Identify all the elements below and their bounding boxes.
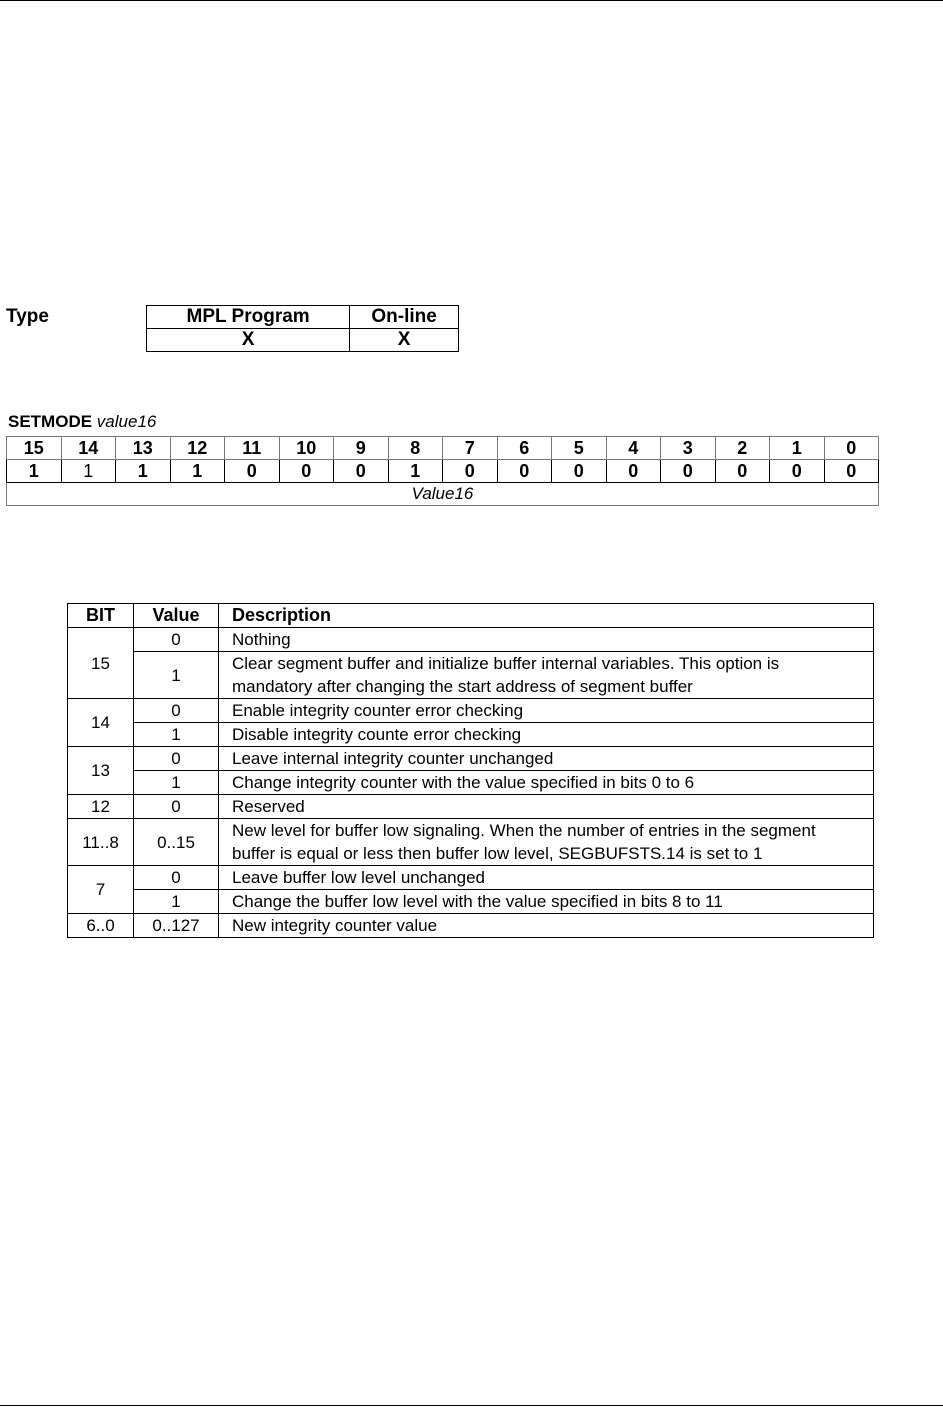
bit-number-cell: 13 xyxy=(116,437,171,460)
bit-cell: 11..8 xyxy=(68,819,134,866)
description-cell: Nothing xyxy=(219,628,874,652)
type-header-on-line: On-line xyxy=(350,306,459,329)
value-cell: 0..127 xyxy=(134,914,219,938)
table-row xyxy=(68,914,874,938)
value-cell: 0 xyxy=(134,747,219,771)
bit-value-row xyxy=(7,460,879,483)
setmode-command: SETMODE xyxy=(8,412,93,431)
value-cell: 0 xyxy=(134,866,219,890)
page-top-rule xyxy=(0,0,943,1)
value-cell: 0 xyxy=(134,699,219,723)
description-cell: Reserved xyxy=(219,795,874,819)
bit-value-cell: 0 xyxy=(824,460,879,483)
type-value-on-line: X xyxy=(350,329,459,352)
bit-value-cell: 0 xyxy=(279,460,334,483)
setmode-bit-table xyxy=(6,436,879,506)
value-cell: 0..15 xyxy=(134,819,219,866)
bit-value-cell: 0 xyxy=(225,460,280,483)
bit-cell: 7 xyxy=(68,866,134,914)
table-row xyxy=(68,652,874,699)
bit-description-table xyxy=(67,603,874,938)
description-header-row xyxy=(68,604,874,628)
type-value-mpl-program: X xyxy=(147,329,350,352)
bit-cell: 12 xyxy=(68,795,134,819)
bit-number-cell: 5 xyxy=(552,437,607,460)
bit-value-cell: 1 xyxy=(170,460,225,483)
description-cell: Disable integrity counte error checking xyxy=(219,723,874,747)
bit-value-cell: 0 xyxy=(661,460,716,483)
header-description: Description xyxy=(219,604,874,628)
table-row xyxy=(68,723,874,747)
table-row xyxy=(68,795,874,819)
bit-number-cell: 2 xyxy=(715,437,770,460)
bit-number-cell: 7 xyxy=(443,437,498,460)
table-row xyxy=(68,890,874,914)
field-label-value16: Value16 xyxy=(7,483,879,506)
bit-number-cell: 14 xyxy=(61,437,116,460)
value-cell: 1 xyxy=(134,723,219,747)
bit-number-cell: 4 xyxy=(606,437,661,460)
description-body xyxy=(68,628,874,938)
bit-value-cell: 1 xyxy=(7,460,62,483)
header-value: Value xyxy=(134,604,219,628)
bit-number-cell: 11 xyxy=(225,437,280,460)
description-cell: Change integrity counter with the value specified in bits 0 to 6 xyxy=(219,771,874,795)
value-cell: 1 xyxy=(134,652,219,699)
bit-number-cell: 1 xyxy=(770,437,825,460)
type-label: Type xyxy=(6,306,49,327)
bit-value-cell: 0 xyxy=(770,460,825,483)
bit-value-cell: 0 xyxy=(606,460,661,483)
setmode-argument: value16 xyxy=(96,412,157,431)
description-cell: Leave buffer low level unchanged xyxy=(219,866,874,890)
header-bit: BIT xyxy=(68,604,134,628)
bit-number-cell: 6 xyxy=(497,437,552,460)
description-cell: New integrity counter value xyxy=(219,914,874,938)
bit-number-cell: 0 xyxy=(824,437,879,460)
setmode-syntax xyxy=(8,412,156,432)
bit-cell: 13 xyxy=(68,747,134,795)
bit-number-cell: 10 xyxy=(279,437,334,460)
table-row xyxy=(68,628,874,652)
bit-value-cell: 0 xyxy=(552,460,607,483)
page-bottom-rule xyxy=(0,1405,943,1406)
bit-value-cell: 0 xyxy=(334,460,389,483)
bit-number-cell: 12 xyxy=(170,437,225,460)
bit-value-cell: 1 xyxy=(61,460,116,483)
bit-number-row xyxy=(7,437,879,460)
table-row xyxy=(68,819,874,866)
bit-value-cell: 1 xyxy=(388,460,443,483)
description-cell: Change the buffer low level with the value specified in bits 8 to 11 xyxy=(219,890,874,914)
bit-cell: 6..0 xyxy=(68,914,134,938)
value-cell: 0 xyxy=(134,795,219,819)
bit-value-cell: 1 xyxy=(116,460,171,483)
bit-value-cell: 0 xyxy=(443,460,498,483)
bit-cell: 14 xyxy=(68,699,134,747)
table-row xyxy=(68,699,874,723)
table-row xyxy=(68,771,874,795)
value-cell: 1 xyxy=(134,771,219,795)
bit-value-cell: 0 xyxy=(715,460,770,483)
bit-number-cell: 8 xyxy=(388,437,443,460)
type-table xyxy=(146,305,459,352)
value-cell: 1 xyxy=(134,890,219,914)
description-cell: Clear segment buffer and initialize buffer internal variables. This option is mandatory after changing the start address of segment buffer xyxy=(219,652,874,699)
field-label-row xyxy=(7,483,879,506)
description-cell: New level for buffer low signaling. When the number of entries in the segment buffer is equal or less then buffer low level, SEGBUFSTS.14 is set to 1 xyxy=(219,819,874,866)
bit-number-cell: 9 xyxy=(334,437,389,460)
table-row xyxy=(68,747,874,771)
bit-number-cell: 3 xyxy=(661,437,716,460)
value-cell: 0 xyxy=(134,628,219,652)
description-cell: Leave internal integrity counter unchanged xyxy=(219,747,874,771)
table-row xyxy=(68,866,874,890)
type-header-mpl-program: MPL Program xyxy=(147,306,350,329)
bit-value-cell: 0 xyxy=(497,460,552,483)
bit-cell: 15 xyxy=(68,628,134,699)
description-cell: Enable integrity counter error checking xyxy=(219,699,874,723)
bit-number-cell: 15 xyxy=(7,437,62,460)
